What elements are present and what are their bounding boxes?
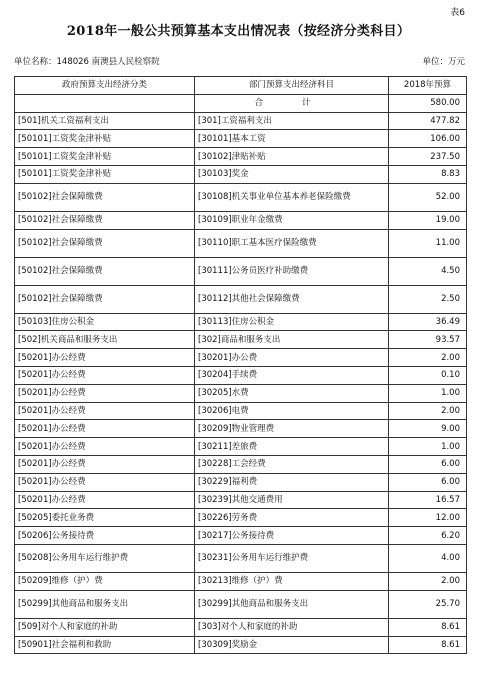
- cell-gov-category: [50201]办公经费: [15, 366, 195, 384]
- table-row: [15, 313, 467, 331]
- cell-gov-category: [50201]办公经费: [15, 420, 195, 438]
- cell-gov-category: [50201]办公经费: [15, 349, 195, 367]
- cell-gov-category: [50206]公务接待费: [15, 527, 195, 545]
- cell-gov-category: [501]机关工资福利支出: [15, 112, 195, 130]
- cell-amount: 0.10: [389, 366, 467, 384]
- header-budget-2018: 2018年预算: [389, 77, 467, 95]
- unit-name: 单位名称：148026 南澳县人民检察院: [14, 57, 160, 67]
- cell-amount: 8.83: [389, 165, 467, 183]
- table-header-row: [15, 77, 467, 95]
- cell-dept-subject: [30211]差旅费: [195, 438, 389, 456]
- cell-gov-category: [50102]社会保障缴费: [15, 211, 195, 229]
- cell-amount: 6.00: [389, 473, 467, 491]
- cell-dept-subject: [30108]机关事业单位基本养老保险缴费: [195, 183, 389, 211]
- cell-gov-category: [50201]办公经费: [15, 402, 195, 420]
- cell-gov-category: [50103]住房公积金: [15, 313, 195, 331]
- table-row: [15, 183, 467, 211]
- cell-dept-subject: [30113]住房公积金: [195, 313, 389, 331]
- table-row: [15, 618, 467, 636]
- cell-dept-subject: [30109]职业年金缴费: [195, 211, 389, 229]
- cell-amount: 12.00: [389, 509, 467, 527]
- cell-dept-subject: [30112]其他社会保障缴费: [195, 285, 389, 313]
- table-row: [15, 590, 467, 618]
- cell-amount: 8.61: [389, 618, 467, 636]
- table-row: [15, 636, 467, 654]
- table-row: [15, 285, 467, 313]
- cell-amount: 9.00: [389, 420, 467, 438]
- cell-amount: 16.57: [389, 491, 467, 509]
- table-row: [15, 112, 467, 130]
- cell-amount: 8.61: [389, 636, 467, 654]
- table-row: [15, 349, 467, 367]
- cell-dept-subject: [30231]公务用车运行维护费: [195, 544, 389, 572]
- cell-gov-category: [50209]维修（护）费: [15, 572, 195, 590]
- table-row: [15, 165, 467, 183]
- cell-gov-category: [50299]其他商品和服务支出: [15, 590, 195, 618]
- table-row: [15, 148, 467, 166]
- table-row: [15, 366, 467, 384]
- cell-gov-category: [50102]社会保障缴费: [15, 285, 195, 313]
- cell-dept-subject: [30217]公务接待费: [195, 527, 389, 545]
- cell-gov-category: [50201]办公经费: [15, 473, 195, 491]
- cell-dept-subject: [30299]其他商品和服务支出: [195, 590, 389, 618]
- cell-dept-subject: [30213]维修（护）费: [195, 572, 389, 590]
- table-row: [15, 509, 467, 527]
- cell-amount: 93.57: [389, 331, 467, 349]
- cell-gov-category: [50101]工资奖金津补贴: [15, 130, 195, 148]
- cell-dept-subject: [30205]水费: [195, 384, 389, 402]
- cell-gov-category: [50101]工资奖金津补贴: [15, 148, 195, 166]
- cell-amount: 1.00: [389, 384, 467, 402]
- table-row: [15, 473, 467, 491]
- cell-dept-subject: [30229]福利费: [195, 473, 389, 491]
- cell-gov-category: [50102]社会保障缴费: [15, 183, 195, 211]
- cell-dept-subject: [30101]基本工资: [195, 130, 389, 148]
- cell-dept-subject: [30228]工会经费: [195, 455, 389, 473]
- cell-gov-category: [50901]社会福利和救助: [15, 636, 195, 654]
- table-row: [15, 527, 467, 545]
- table-row: [15, 211, 467, 229]
- table-row: [15, 438, 467, 456]
- table-row: [15, 229, 467, 257]
- cell-gov-category: [50201]办公经费: [15, 384, 195, 402]
- cell-amount: 4.00: [389, 544, 467, 572]
- header-gov-category: 政府预算支出经济分类: [15, 77, 195, 95]
- cell-gov-category: [50201]办公经费: [15, 455, 195, 473]
- cell-dept-subject: [30226]劳务费: [195, 509, 389, 527]
- cell-gov-category: [50102]社会保障缴费: [15, 257, 195, 285]
- cell-gov-category: [50201]办公经费: [15, 491, 195, 509]
- cell-amount: 237.50: [389, 148, 467, 166]
- cell-dept-subject: [30102]津贴补贴: [195, 148, 389, 166]
- cell-amount: 4.50: [389, 257, 467, 285]
- table-row: [15, 572, 467, 590]
- table-row: [15, 402, 467, 420]
- table-row: [15, 130, 467, 148]
- cell-amount: 2.50: [389, 285, 467, 313]
- cell-gov-category: [502]机关商品和服务支出: [15, 331, 195, 349]
- cell-amount: 2.00: [389, 349, 467, 367]
- cell-amount: 2.00: [389, 572, 467, 590]
- cell-gov-category: [50201]办公经费: [15, 438, 195, 456]
- total-row: [15, 94, 467, 112]
- cell-gov-category: [50101]工资奖金津补贴: [15, 165, 195, 183]
- cell-dept-subject: [30206]电费: [195, 402, 389, 420]
- cell-gov-category: [509]对个人和家庭的补助: [15, 618, 195, 636]
- table-row: [15, 455, 467, 473]
- cell-amount: 1.00: [389, 438, 467, 456]
- cell-dept-subject: [30110]职工基本医疗保险缴费: [195, 229, 389, 257]
- form-number: 表6: [450, 8, 465, 18]
- table-row: [15, 491, 467, 509]
- header-dept-subject: 部门预算支出经济科目: [195, 77, 389, 95]
- cell-gov-category: [50102]社会保障缴费: [15, 229, 195, 257]
- cell-dept-subject: [30309]奖励金: [195, 636, 389, 654]
- cell-gov-category: [50208]公务用车运行维护费: [15, 544, 195, 572]
- total-empty-cell: [15, 94, 195, 112]
- cell-dept-subject: [30111]公务员医疗补助缴费: [195, 257, 389, 285]
- total-value: 580.00: [389, 94, 467, 112]
- cell-amount: 6.20: [389, 527, 467, 545]
- cell-amount: 19.00: [389, 211, 467, 229]
- cell-amount: 52.00: [389, 183, 467, 211]
- cell-amount: 11.00: [389, 229, 467, 257]
- table-row: [15, 544, 467, 572]
- cell-amount: 2.00: [389, 402, 467, 420]
- cell-amount: 106.00: [389, 130, 467, 148]
- budget-table: [14, 76, 467, 654]
- cell-gov-category: [50205]委托业务费: [15, 509, 195, 527]
- cell-dept-subject: [30201]办公费: [195, 349, 389, 367]
- cell-dept-subject: [30239]其他交通费用: [195, 491, 389, 509]
- total-label: 合 计: [195, 94, 389, 112]
- cell-dept-subject: [301]工资福利支出: [195, 112, 389, 130]
- cell-dept-subject: [30209]物业管理费: [195, 420, 389, 438]
- cell-dept-subject: [302]商品和服务支出: [195, 331, 389, 349]
- cell-amount: 6.00: [389, 455, 467, 473]
- table-row: [15, 420, 467, 438]
- page-title: 2018年一般公共预算基本支出情况表（按经济分类科目）: [66, 24, 411, 39]
- cell-dept-subject: [303]对个人和家庭的补助: [195, 618, 389, 636]
- table-row: [15, 331, 467, 349]
- table-row: [15, 257, 467, 285]
- cell-amount: 477.82: [389, 112, 467, 130]
- table-row: [15, 384, 467, 402]
- currency-unit: 单位：万元: [422, 57, 465, 67]
- cell-dept-subject: [30103]奖金: [195, 165, 389, 183]
- cell-dept-subject: [30204]手续费: [195, 366, 389, 384]
- cell-amount: 25.70: [389, 590, 467, 618]
- cell-amount: 36.49: [389, 313, 467, 331]
